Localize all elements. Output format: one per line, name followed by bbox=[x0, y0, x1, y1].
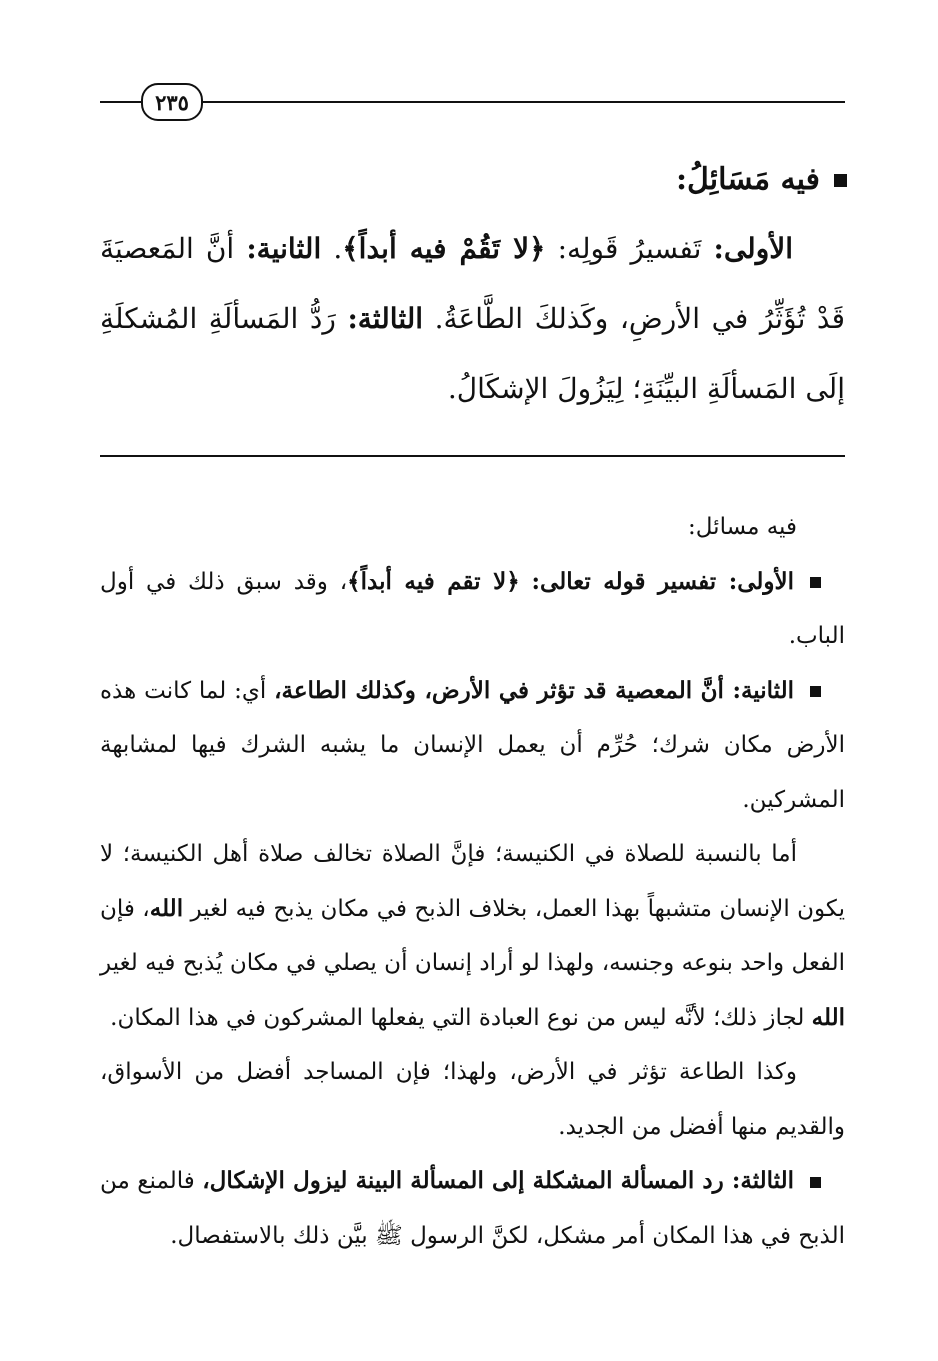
matn-heading-text: فيه مَسَائِلُ: bbox=[675, 162, 820, 197]
page-number: ٢٣٥ bbox=[141, 83, 203, 121]
header-rule bbox=[100, 101, 845, 103]
p1-text: ، وقد سبق ذلك في أول الباب. bbox=[100, 568, 845, 649]
commentary-paragraph-3 bbox=[100, 827, 845, 1045]
p1-quote: ﴿لا تقم فيه أبداً﴾ bbox=[347, 567, 520, 595]
p5-text: فالمنع من الذبح في هذا المكان أمر مشكل، لكنَّ الرسول ﷺ بيَّن ذلك بالاستفصال. bbox=[100, 1168, 845, 1249]
p4-text: وكذا الطاعة تؤثر في الأرض، ولهذا؛ فإن المساجد أفضل من الأسواق، والقديم منها أفضل من الجديد. bbox=[100, 1059, 845, 1140]
p3-allah-2: الله bbox=[811, 1003, 845, 1031]
commentary-intro bbox=[100, 500, 845, 555]
commentary-paragraph-5 bbox=[100, 1154, 845, 1263]
matn-item3-label: الثالثة: bbox=[347, 302, 424, 335]
matn-item1-quote: ﴿لا تَقُمْ فيه أبداً﴾ bbox=[342, 232, 546, 265]
matn-item1-text: تَفسيرُ قَولِه: bbox=[557, 232, 702, 265]
matn-item2-text: أنَّ المَعصيَةَ قَدْ تُؤَثِّرُ في الأرضِ، وكَذلكَ الطَّاعَةُ. bbox=[100, 232, 846, 335]
p3-text-c: لجاز ذلك؛ لأنَّه ليس من نوع العبادة التي يفعلها المشركون في هذا المكان. bbox=[110, 1004, 805, 1031]
p3-allah: الله bbox=[149, 894, 184, 922]
commentary-paragraph-2 bbox=[100, 664, 845, 828]
section-separator bbox=[100, 455, 845, 457]
commentary-paragraph-1 bbox=[100, 555, 845, 664]
square-bullet-icon bbox=[810, 686, 821, 697]
square-bullet-icon bbox=[834, 174, 847, 187]
matn-section bbox=[100, 150, 845, 424]
p3-text-b: ، فإن الفعل واحد بنوعه وجنسه، ولهذا لو أراد إنسان أن يصلي في مكان يُذبح فيه لغير bbox=[100, 895, 845, 976]
square-bullet-icon bbox=[810, 1177, 821, 1188]
commentary-paragraph-4 bbox=[100, 1045, 845, 1154]
matn-body: الأولى: تَفسيرُ قَولِه: ﴿لا تَقُمْ فيه أبداً﴾. الثانية: أنَّ المَعصيَةَ قَدْ تُؤَثِّرُ في الأرضِ، وكَذلكَ الطَّاعَةُ. الثالثة: رَدُّ المَسألَةِ المُشكلَةِ إلَى المَسألَةِ البيِّنَةِ؛ لِيَزُولَ الإشكَالُ. bbox=[100, 232, 846, 405]
p2-label: الثانية: أنَّ المعصية قد تؤثر في الأرض، وكذلك الطاعة، bbox=[274, 676, 794, 704]
commentary-intro-text: فيه مسائل: bbox=[688, 514, 797, 540]
p5-label: الثالثة: رد المسألة المشكلة إلى المسألة البينة ليزول الإشكال، bbox=[202, 1167, 794, 1194]
matn-heading bbox=[100, 150, 847, 210]
matn-item3-text: رَدُّ المَسألَةِ المُشكلَةِ إلَى المَسألَةِ البيِّنَةِ؛ لِيَزُولَ الإشكَالُ. bbox=[100, 302, 845, 405]
p1-label: الأولى: تفسير قوله تعالى: bbox=[531, 567, 794, 595]
matn-item2-label: الثانية: bbox=[246, 232, 322, 265]
p3-text-a: أما بالنسبة للصلاة في الكنيسة؛ فإنَّ الصلاة تخالف صلاة أهل الكنيسة؛ لا يكون الإنسان متشبهاً بهذا العمل، بخلاف الذبح في مكان يذبح فيه لغير bbox=[100, 841, 845, 922]
p2-text: أي: لما كانت هذه الأرض مكان شرك؛ حُرِّم أن يعمل الإنسان ما يشبه الشرك فيها لمشابهة المشركين. bbox=[100, 677, 845, 813]
matn-item1-label: الأولى: bbox=[713, 232, 793, 265]
square-bullet-icon bbox=[810, 577, 821, 588]
commentary-section bbox=[100, 500, 845, 1263]
